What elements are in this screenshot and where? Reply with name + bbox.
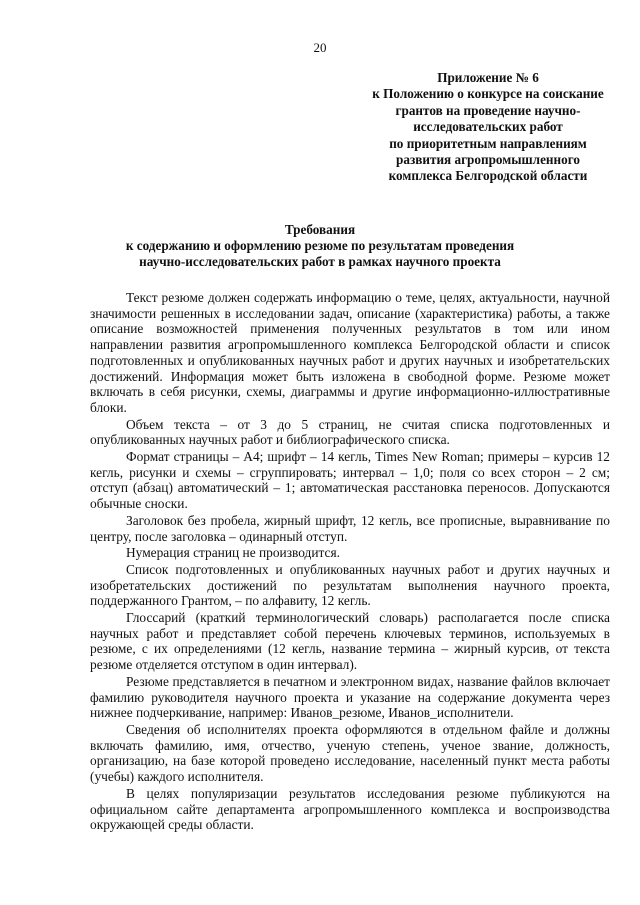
paragraph-publication: В целях популяризации результатов исследования резюме публикуются на официальном сайте департамента агропромышленного комплекса и воспроизводства окружающей среды области.: [90, 785, 610, 833]
paragraph-executors: Сведения об исполнителях проекта оформляются в отдельном файле и должны включать фамилию, имя, отчество, ученую степень, ученое звание, должность, организацию, на базе которой проведено исследование, населенный пункт места работы (учебы) каждого исполнителя.: [90, 721, 610, 785]
paragraph-glossary: Глоссарий (краткий терминологический словарь) располагается после списка научных работ и представляет собой перечень ключевых терминов, используемых в резюме, с их определениями (12 кегль, название термина – жирный курсив, от текста резюме отделяется отступом в один интервал).: [90, 610, 610, 673]
paragraph-content: Текст резюме должен содержать информацию о теме, целях, актуальности, научной значимости решенных в исследовании задач, описание (характеристика) работы, а также описание возможностей применения полученных результатов в том или ином направлении развития агропромышленного комплекса Белгородской области и список подготовленных и опубликованных научных работ и других научных и изобретательских достижений. Информация может быть изложена в свободной форме. Резюме может включать в себя рисунки, схемы, диаграммы и другие информационно-иллюстративные блоки.: [90, 290, 610, 415]
paragraph-file-naming: Резюме представляется в печатном и электронном видах, название файлов включает фамилию руководителя научного проекта и указание на содержание документа через нижнее подчеркивание, например: Иванов_резюме, Иванов_исполнители.: [90, 673, 610, 721]
appendix-line: к Положению о конкурсе на соискание: [372, 86, 604, 102]
appendix-line: исследовательских работ: [413, 119, 563, 135]
paragraph-publications-list: Список подготовленных и опубликованных научных работ и других научных и изобретательских достижений по результатам выполнения научного проекта, поддержанного Грантом, – по алфавиту, 12 кегль.: [90, 561, 610, 609]
appendix-title: Приложение № 6: [437, 70, 539, 85]
appendix-line: комплекса Белгородской области: [388, 168, 588, 184]
paragraph-volume: Объем текста – от 3 до 5 страниц, не считая списка подготовленных и опубликованных научных работ и библиографического списка.: [90, 416, 610, 448]
appendix-line: по приоритетным направлениям: [389, 135, 587, 151]
appendix-header: [358, 70, 618, 185]
paragraph-page-numbering: Нумерация страниц не производится.: [126, 545, 340, 561]
heading-subtitle: научно-исследовательских работ в рамках научного проекта: [139, 254, 501, 270]
document-body: [90, 290, 610, 833]
requirements-heading: [0, 222, 640, 271]
appendix-line: развития агропромышленного: [396, 152, 580, 168]
paragraph-heading-rules: Заголовок без пробела, жирный шрифт, 12 кегль, все прописные, выравнивание по центру, после заголовка – одинарный отступ.: [90, 512, 610, 544]
appendix-line: грантов на проведение научно-: [395, 102, 581, 118]
heading-title: Требования: [284, 222, 356, 237]
paragraph-format: Формат страницы – А4; шрифт – 14 кегль, Times New Roman; примеры – курсив 12 кегль, рисунки и схемы – сгруппировать; интервал – 1,0; поля со всех сторон – 2 см; отступ (абзац) автоматический – 1; автоматическая расстановка переносов. Допускаются обычные сноски.: [90, 449, 610, 512]
heading-subtitle: к содержанию и оформлению резюме по результатам проведения: [125, 238, 515, 254]
page-number: 20: [313, 40, 327, 55]
